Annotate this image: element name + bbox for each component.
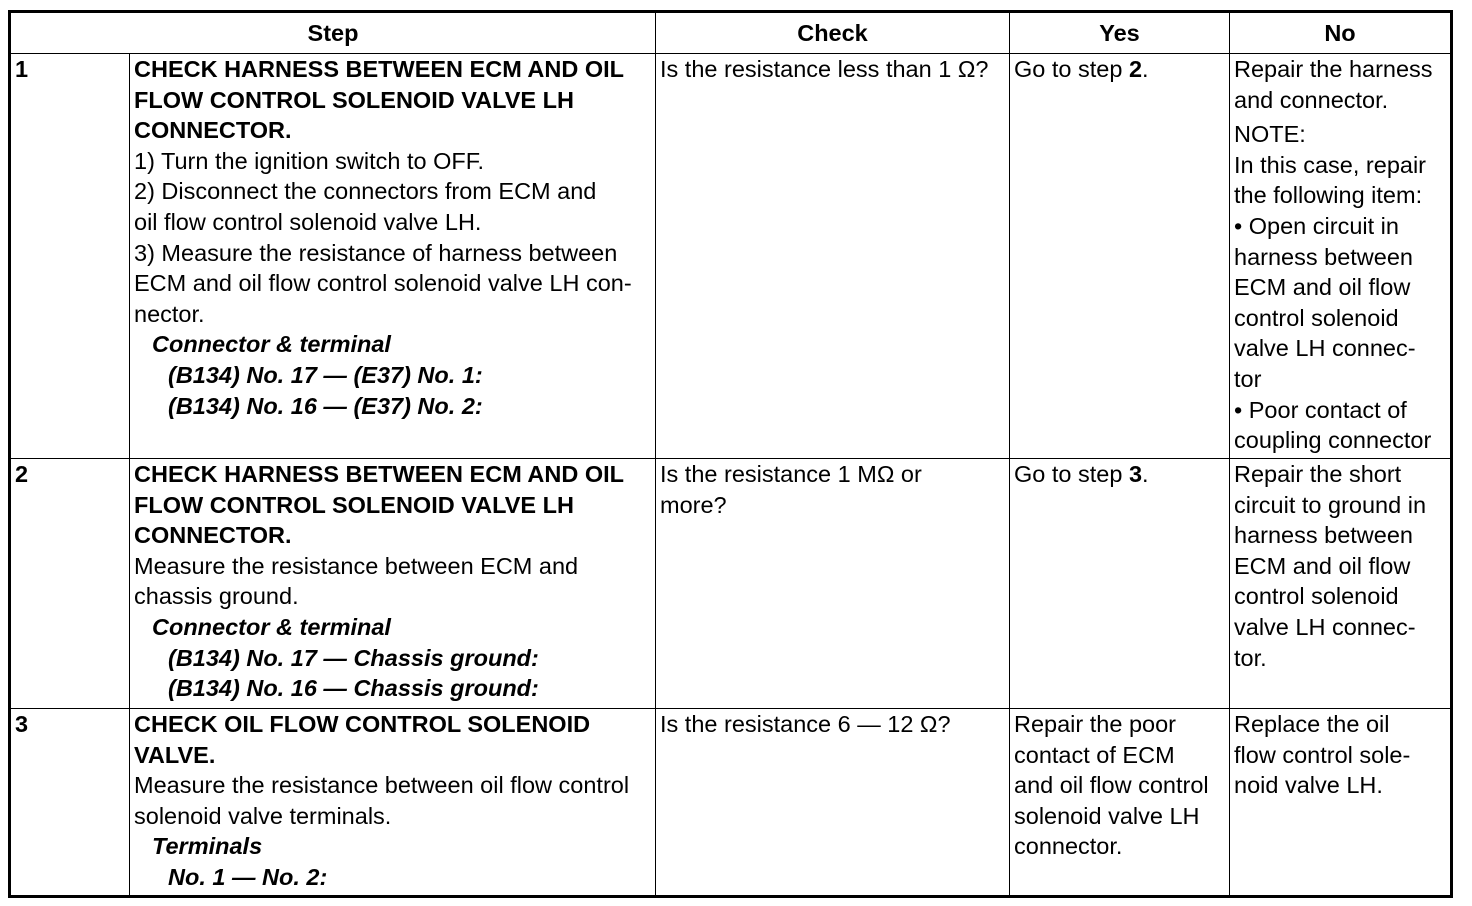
no-line: noid valve LH. xyxy=(1234,772,1383,799)
yes-text: Go to step 3. xyxy=(1014,461,1149,487)
step-cell xyxy=(130,709,656,897)
no-line: Repair the short xyxy=(1234,461,1402,487)
instruction-line: oil flow control solenoid valve LH. xyxy=(134,208,482,235)
header-check: Check xyxy=(656,12,1010,54)
header-row xyxy=(10,12,1452,54)
spec-label: Terminals xyxy=(152,833,263,860)
step-cell xyxy=(130,54,656,459)
note-line: the following item: xyxy=(1234,182,1423,209)
yes-line: Repair the poor xyxy=(1014,711,1176,737)
yes-cell xyxy=(1010,709,1230,897)
no-line: harness between xyxy=(1234,522,1413,549)
step-title-line: FLOW CONTROL SOLENOID VALVE LH xyxy=(134,491,574,518)
no-line: Repair the harness xyxy=(1234,56,1433,82)
spec-item: (B134) No. 17 — (E37) No. 1: xyxy=(168,361,483,388)
yes-cell xyxy=(1010,459,1230,709)
bullet-line: harness between xyxy=(1234,243,1413,270)
yes-line: contact of ECM xyxy=(1014,741,1175,768)
step-link: 3 xyxy=(1128,461,1143,487)
no-cell xyxy=(1230,54,1452,459)
spec-item: No. 1 — No. 2: xyxy=(168,863,328,890)
header-no: No xyxy=(1230,12,1452,54)
spec-label: Connector & terminal xyxy=(152,331,391,358)
instruction-line: 3) Measure the resistance of harness between xyxy=(134,239,618,266)
note-label: NOTE: xyxy=(1234,121,1306,148)
instruction-line: nector. xyxy=(134,300,205,327)
instruction-line: 2) Disconnect the connectors from ECM and xyxy=(134,178,597,205)
instruction-line: solenoid valve terminals. xyxy=(134,802,392,829)
no-line: circuit to ground in xyxy=(1234,491,1427,518)
instruction-line: Measure the resistance between oil flow control xyxy=(134,772,630,799)
no-line: valve LH connec- xyxy=(1234,613,1416,640)
step-number: 3 xyxy=(15,711,29,737)
no-cell xyxy=(1230,459,1452,709)
header-yes: Yes xyxy=(1010,12,1230,54)
check-line: Is the resistance 1 MΩ or xyxy=(660,461,922,487)
check-cell xyxy=(656,54,1010,459)
no-line: tor. xyxy=(1234,644,1267,671)
bullet-line: coupling connector xyxy=(1234,427,1432,454)
instruction-line: ECM and oil flow control solenoid valve LH con- xyxy=(134,270,632,297)
bullet-line: tor xyxy=(1234,365,1262,392)
step-title-line: VALVE. xyxy=(134,741,216,768)
step-title-line: CHECK HARNESS BETWEEN ECM AND OIL xyxy=(134,56,625,82)
bullet-line: • Poor contact of xyxy=(1234,396,1407,423)
step-number-cell xyxy=(10,54,130,459)
check-text: Is the resistance less than 1 Ω? xyxy=(660,56,989,82)
yes-line: solenoid valve LH xyxy=(1014,802,1200,829)
yes-line: connector. xyxy=(1014,833,1123,860)
bullet-line: control solenoid xyxy=(1234,304,1399,331)
spec-item: (B134) No. 17 — Chassis ground: xyxy=(168,644,539,671)
no-line: control solenoid xyxy=(1234,583,1399,610)
check-cell xyxy=(656,709,1010,897)
no-cell xyxy=(1230,709,1452,897)
header-step: Step xyxy=(10,12,656,54)
yes-line: and oil flow control xyxy=(1014,772,1209,799)
no-line: and connector. xyxy=(1234,86,1389,113)
instruction-line: chassis ground. xyxy=(134,583,299,610)
step-number-cell xyxy=(10,459,130,709)
no-line: flow control sole- xyxy=(1234,741,1411,768)
bullet-line: ECM and oil flow xyxy=(1234,274,1411,301)
step-number-cell xyxy=(10,709,130,897)
step-title-line: CHECK OIL FLOW CONTROL SOLENOID xyxy=(134,711,591,737)
diagnostic-table xyxy=(8,10,1453,898)
step-number: 1 xyxy=(15,56,29,82)
check-line: more? xyxy=(660,491,727,518)
step-title-line: CONNECTOR. xyxy=(134,522,292,549)
yes-cell xyxy=(1010,54,1230,459)
check-text: Is the resistance 6 — 12 Ω? xyxy=(660,711,951,737)
step-title-line: CHECK HARNESS BETWEEN ECM AND OIL xyxy=(134,461,625,487)
check-cell xyxy=(656,459,1010,709)
no-line: Replace the oil xyxy=(1234,711,1390,737)
table-row xyxy=(10,459,1452,709)
instruction-line: Measure the resistance between ECM and xyxy=(134,552,579,579)
spec-item: (B134) No. 16 — Chassis ground: xyxy=(168,675,539,702)
bullet-line: • Open circuit in xyxy=(1234,212,1399,239)
yes-text: Go to step 2. xyxy=(1014,56,1149,82)
step-link: 2 xyxy=(1128,56,1143,82)
no-line: ECM and oil flow xyxy=(1234,552,1411,579)
bullet-line: valve LH connec- xyxy=(1234,335,1416,362)
table-row xyxy=(10,54,1452,459)
step-cell xyxy=(130,459,656,709)
spec-item: (B134) No. 16 — (E37) No. 2: xyxy=(168,392,483,419)
step-title-line: FLOW CONTROL SOLENOID VALVE LH xyxy=(134,86,574,113)
spec-label: Connector & terminal xyxy=(152,613,391,640)
note-line: In this case, repair xyxy=(1234,151,1427,178)
step-number: 2 xyxy=(15,461,29,487)
table-row xyxy=(10,709,1452,897)
instruction-line: 1) Turn the ignition switch to OFF. xyxy=(134,147,485,174)
step-title-line: CONNECTOR. xyxy=(134,117,292,144)
